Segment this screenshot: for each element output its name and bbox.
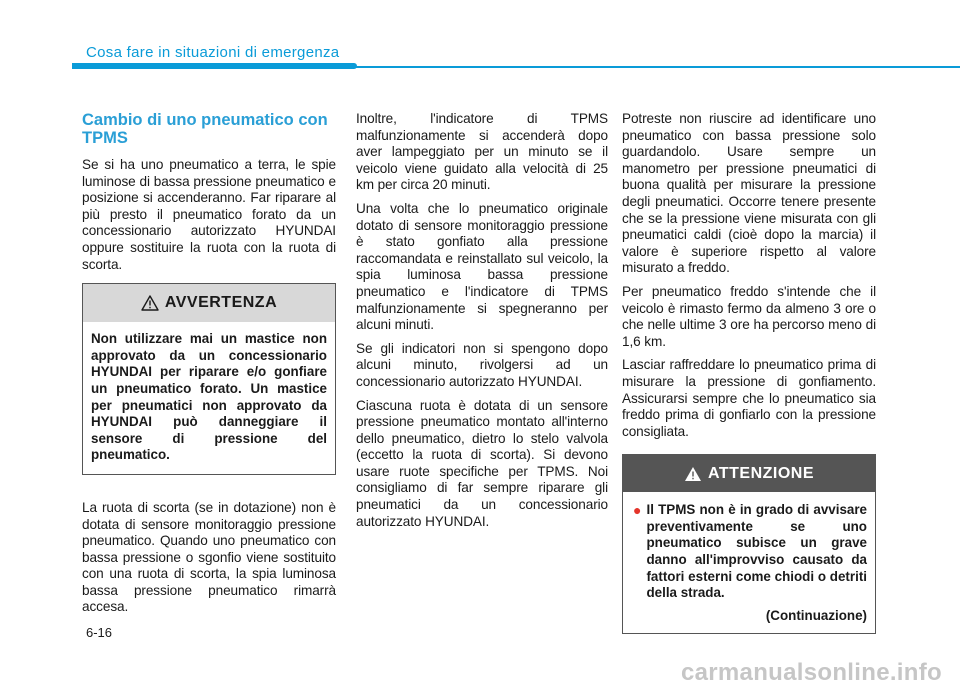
warning-icon (141, 295, 159, 311)
header-rule-accent (72, 63, 357, 69)
bullet-dot-icon: ● (633, 502, 642, 519)
paragraph: Lasciar raffreddare lo pneumatico prima di misurare la pressione di gonfiamento. Assicurarsi sempre che lo pneumatico sia freddo prima di gonfiarlo con la pressione consigliata. (622, 357, 876, 439)
paragraph: Inoltre, l'indicatore di TPMS malfunzionamente si accenderà dopo aver lampeggiato per un minuto se il veicolo viene guidato alla velocità di 25 km per circa 20 minuti. (356, 111, 608, 193)
caution-bullet (631, 502, 867, 602)
column-1 (82, 111, 336, 623)
paragraph: Una volta che lo pneumatico originale dotato di sensore monitoraggio pressione è stato gonfiato alla pressione raccomandata e reinstallato sul veicolo, la spia luminosa bassa pressione pneumatico e l'indicatore di TPMS malfunzionamente si spegneranno per alcuni minuti. (356, 200, 608, 333)
caution-body (623, 492, 875, 633)
column-2 (356, 111, 608, 537)
paragraph: La ruota di scorta (se in dotazione) non è dotata di sensore monitoraggio pressione pneumatico. Quando uno pneumatico con bassa pressione o sgonfio viene sostituito con una ruota di scorta, la spia luminosa bassa pressione pneumatico rimarrà accesa. (82, 499, 336, 615)
warning-header (83, 284, 335, 322)
warning-box (82, 283, 336, 475)
paragraph: Se gli indicatori non si spengono dopo alcuni minuto, rivolgersi ad un concessionario autorizzato HYUNDAI. (356, 340, 608, 389)
column-3 (622, 111, 876, 652)
section-title: Cambio di uno pneumatico con TPMS (82, 111, 328, 147)
caution-header (623, 455, 875, 492)
watermark: carmanualsonline.info (680, 659, 942, 686)
paragraph: Ciascuna ruota è dotata di un sensore pressione pneumatico montato all'interno dello pneumatico, dietro lo stelo valvola (eccetto la ruota di scorta). Si devono usare ruote specifiche per TPMS. Noi consigliamo di far sempre riparare gli pneumatici da un concessionario autorizzato HYUNDAI. (356, 397, 608, 529)
warning-body (83, 322, 335, 474)
warning-icon (684, 466, 702, 482)
page-number: 6-16 (86, 625, 113, 640)
caution-box (622, 454, 876, 634)
warning-text: Non utilizzare mai un mastice non approvato da un concessionario HYUNDAI per riparare e/o gonfiare un pneumatico forato. Un mastice per pneumatici non approvato da HYUNDAI può danneggiare il sensore di pressione del pneumatico. (91, 331, 327, 463)
paragraph: Se si ha uno pneumatico a terra, le spie luminose di bassa pressione pneumatico e posizione si accenderanno. Far riparare al più presto il pneumatico forato da un concessionario autorizzato HYUNDAI oppure sostituire la ruota con la ruota di scorta. (82, 157, 336, 272)
section-header: Cosa fare in situazioni di emergenza (86, 44, 340, 61)
paragraph: Per pneumatico freddo s'intende che il veicolo è rimasto fermo da almeno 3 ore o che nelle ultime 3 ore ha percorso meno di 1,6 km. (622, 283, 876, 349)
warning-title: AVVERTENZA (164, 294, 278, 312)
continued-label: (Continuazione) (765, 607, 867, 623)
caution-title: ATTENZIONE (707, 464, 815, 482)
caution-bullet-text: Il TPMS non è in grado di avvisare preventivamente se uno pneumatico subisce un grave danno all'improvviso causato da fattori esterni come chiodi o detriti della strada. (646, 502, 867, 601)
paragraph: Potreste non riuscire ad identificare uno pneumatico con bassa pressione solo guardandolo. Usare sempre un manometro per pressione pneumatici di buona qualità per misurare la pressione degli pneumatici. Occorre tenere presente che se la pressione viene misurata con gli pneumatici caldi (cioè dopo la marcia) il valore è superiore rispetto al valore misurato a freddo. (622, 111, 876, 276)
